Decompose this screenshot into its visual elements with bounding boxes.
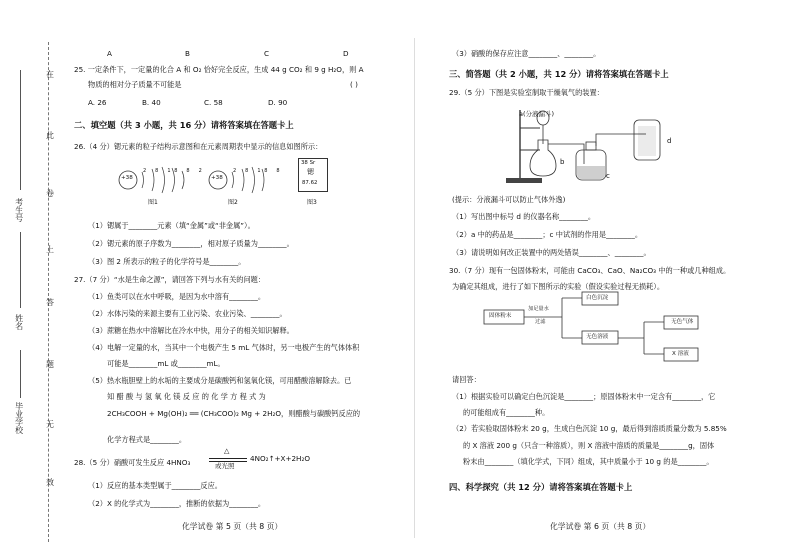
q24-option-b: B — [185, 49, 190, 58]
flow-box-x-solution: X 溶液 — [672, 351, 689, 357]
margin-char-1: 在 — [46, 70, 54, 79]
q29-item-3: （3）请说明如何改正装置中的两处错误________、________。 — [452, 248, 651, 257]
flow-box-powder: 固体粉末 — [489, 313, 512, 319]
q29-stem: 29.（5 分）下图是实验室制取干燥氧气的装置： — [449, 88, 604, 97]
section-2-heading: 二、填空题（共 3 小题，共 16 分）请将答案填在答题卡上 — [74, 120, 294, 130]
right-page-footer: 化学试卷 第 6 页（共 8 页） — [550, 522, 651, 531]
school-label: 毕业学校 — [14, 402, 24, 434]
q26-item-2: （2）锶元素的原子序数为________，相对原子质量为________。 — [88, 239, 294, 248]
fig2-caption: 图2 — [228, 199, 238, 206]
q26-stem: 26.（4 分）锶元素的粒子结构示意图和在元素周期表中显示的信息如图所示： — [74, 142, 323, 151]
q29-hint: (提示：分液漏斗可以防止气体外逸) — [452, 195, 566, 204]
tile-mass: 87.62 — [302, 180, 318, 186]
q25-line1: 25. 一定条件下，一定量的化合 A 和 O₂ 恰好完全反应，生成 44 g CO₂ 和 9 g H₂O，则 A — [74, 65, 364, 74]
q27-stem: 27.（7 分）“水是生命之源”，请回答下列与水有关的问题： — [74, 275, 266, 284]
q30-item-2-line2: 的 X 溶液 200 g（只含一种溶质），则 X 溶液中溶质的质量是________g，固体 — [463, 441, 715, 450]
margin-char-2: 此 — [46, 131, 54, 140]
exam-number-label: 考生号 — [14, 198, 24, 222]
q27-item-1: （1）鱼类可以在水中呼吸，是因为水中溶有________。 — [88, 292, 266, 301]
q30-item-2: （2）若实验取固体粉末 20 g，生成白色沉淀 10 g，最后得到溶质质量分数为 5.85% — [452, 424, 727, 433]
tile-number-symbol: 38 Sr — [301, 160, 316, 166]
q29-item-2: （2）a 中的药品是________；c 中试剂的作用是________。 — [452, 230, 643, 239]
label-bottle-d: d — [667, 137, 672, 145]
q25-option-c: C. 58 — [204, 98, 223, 107]
margin-char-8: 效 — [46, 478, 54, 487]
margin-char-7: 无 — [46, 420, 54, 429]
margin-char-5: 答 — [46, 298, 54, 307]
binding-cut-line — [48, 42, 49, 542]
flow-box-filtrate: 无色溶液 — [586, 334, 609, 340]
exam-number-line — [20, 70, 21, 190]
q30-line2: 为确定其组成，进行了如下图所示的实验（假设实验过程无损耗）。 — [452, 282, 665, 291]
reaction-arrow-top — [209, 458, 247, 459]
q25-answer-blank: ( ) — [350, 80, 358, 89]
q24-option-d: D — [343, 49, 349, 58]
q27-item-5-equation: 2CH₃COOH + Mg(OH)₂ ══ (CH₃COO)₂ Mg + 2H₂O，则醋酸与碳酸钙反应的 — [107, 409, 361, 418]
q27-item-5-line2: 知 醋 酸 与 氢 氧 化 镁 反 应 的 化 学 方 程 式 为 — [107, 392, 266, 401]
reaction-condition-light: 或光照 — [215, 462, 235, 470]
q30-item-2-line3: 粉末由________（填化学式，下同）组成，其中质量小于 10 g 的是________。 — [463, 457, 714, 466]
flow-label-filter: 过滤 — [535, 319, 546, 325]
q28-stem-suffix: 4NO₂↑+X+2H₂O — [250, 454, 310, 463]
q24-option-a: A — [107, 49, 112, 58]
fig1-caption: 图1 — [148, 199, 158, 206]
q27-item-4: （4）电解一定量的水，当其中一个电极产生 5 mL 气体时，另一电极产生的气体体积 — [88, 343, 360, 352]
flow-box-white-precipitate: 白色沉淀 — [586, 295, 609, 301]
page-divider — [414, 38, 415, 538]
q26-item-1: （1）锶属于________元素（填“金属”或“非金属”）。 — [88, 221, 255, 230]
q29-item-1: （1）写出图中标号 d 的仪器名称________。 — [452, 212, 596, 221]
q25-option-a: A. 26 — [88, 98, 107, 107]
section-4-heading: 四、科学探究（共 12 分）请将答案填在答题卡上 — [449, 482, 633, 492]
name-line — [20, 232, 21, 308]
left-page-footer: 化学试卷 第 5 页（共 8 页） — [182, 522, 283, 531]
name-label: 姓名 — [14, 314, 24, 330]
section-3-heading: 三、简答题（共 2 小题，共 12 分）请将答案填在答题卡上 — [449, 69, 669, 79]
fig1-shell-numbers: 2 8 18 8 2 — [143, 168, 206, 174]
flow-box-gas: 无色气体 — [671, 319, 694, 325]
q28-item-2: （2）X 的化学式为________，推断的依据为________。 — [88, 499, 266, 508]
fig1-nucleus-label: +38 — [121, 175, 133, 181]
flow-label-add-water: 加足量水 — [528, 306, 549, 312]
reaction-condition-heat: △ — [224, 447, 230, 455]
tile-name: 锶 — [307, 168, 314, 176]
margin-char-3: 卷 — [46, 189, 54, 198]
label-bottle-c: c — [606, 172, 610, 180]
q30-answer-prompt: 请回答： — [452, 375, 481, 384]
q27-item-5-blank: 化学方程式是________。 — [107, 435, 187, 444]
q28-item-1: （1）反应的基本类型属于________反应。 — [88, 481, 222, 490]
q25-option-b: B. 40 — [142, 98, 161, 107]
q30-item-1-cont: 的可能组成有________种。 — [463, 408, 550, 417]
q24-option-c: C — [264, 49, 270, 58]
label-separatory-funnel: a(分液漏斗) — [519, 110, 555, 118]
q27-item-2: （2）水体污染的来源主要有工业污染、农业污染、________。 — [88, 309, 287, 318]
q28-item-3: （3）硝酸的保存应注意________、________。 — [452, 49, 601, 58]
q27-item-3: （3）蔗糖在热水中溶解比在冷水中快，用分子的相关知识解释。 — [88, 326, 294, 335]
q26-item-3: （3）图 2 所表示的粒子的化学符号是________。 — [88, 257, 246, 266]
fig2-shell-numbers: 2 8 18 8 — [233, 168, 284, 174]
margin-char-4: 上 — [46, 245, 54, 254]
school-line — [20, 350, 21, 398]
q28-stem-prefix: 28.（5 分）硝酸可发生反应 4HNO₃ — [74, 458, 191, 467]
q27-item-5: （5）热水瓶胆壁上的水垢的主要成分是碳酸钙和氢氧化镁，可用醋酸溶解除去。已 — [88, 376, 352, 385]
q25-line2: 物质的相对分子质量不可能是 — [88, 80, 182, 89]
margin-char-6: 题 — [46, 360, 54, 369]
q25-option-d: D. 90 — [268, 98, 288, 107]
fig2-nucleus-label: +38 — [211, 175, 223, 181]
q30-line1: 30.（7 分）现有一包固体粉末，可能由 CaCO₃、CaO、Na₂CO₃ 中的一种或几种组成。 — [449, 266, 731, 275]
q30-item-1: （1）根据实验可以确定白色沉淀是________；原固体粉末中一定含有________，它 — [452, 392, 716, 401]
fig3-caption: 图3 — [307, 199, 317, 206]
label-flask-b: b — [560, 158, 565, 166]
q27-item-4-cont: 可能是________mL 或________mL。 — [107, 359, 225, 368]
